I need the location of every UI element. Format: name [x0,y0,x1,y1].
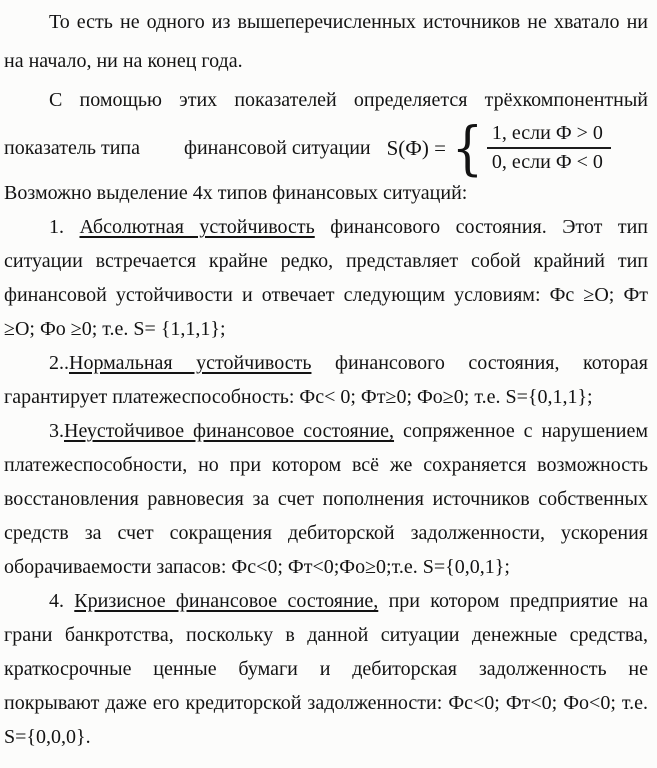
text-line [4,686,648,720]
text-line [4,448,648,482]
text-line [4,278,648,312]
formula-case-bottom: 0, если Ф < 0 [491,151,603,173]
text-line [4,720,648,754]
text-segment: краткосрочные ценные бумаги и дебиторская задолженность не [4,658,648,680]
formula-lhs: S(Ф) = [386,135,446,160]
formula-line [4,114,648,182]
text-line [4,380,648,414]
top-paragraphs [4,3,648,120]
text-line [4,244,648,278]
text-line [4,42,648,81]
body-paragraphs [4,176,648,754]
formula-brace-glyph: { [451,114,484,182]
text-segment: 2.. [49,352,69,374]
text-segment: ≥О; Фо ≥0; т.е. S= {1,1,1}; [4,318,226,340]
text-line [4,652,648,686]
underlined-term: Неустойчивое финансовое состояние, [64,420,395,442]
text-line [4,584,648,618]
text-line [4,618,648,652]
text-segment: оборачиваемости запасов: Фс<0; Фт<0;Фо≥0;т.е. S={0,0,1}; [4,556,510,578]
underlined-term: Абсолютная устойчивость [79,216,315,238]
text-line [4,550,648,584]
text-segment: 4. [49,590,75,612]
text-segment: Возможно выделение 4х типов финансовых ситуаций: [4,182,468,204]
text-line [4,482,648,516]
underlined-term: Нормальная устойчивость [69,352,312,374]
text-segment: финансового состояния, которая [311,352,648,374]
formula-cases [487,120,611,176]
text-segment: финансовой устойчивости и отвечает следующим условиям: Фс ≥О; Фт [4,284,648,306]
text-segment: показатель типа [4,136,140,159]
text-segment: покрывают даже его кредиторской задолженности: Фс<0; Фт<0; Фо<0; т.е. [4,692,648,714]
text-segment: S={0,0,0}. [4,726,91,748]
text-segment: ситуации встречается крайне редко, представляет собой крайний тип [4,250,648,272]
piecewise-formula [386,114,611,182]
text-segment: на начало, ни на конец года. [4,50,243,72]
text-line [4,3,648,42]
text-line [4,81,648,120]
text-segment: при котором предприятие на [378,590,648,612]
text-segment: финансовой ситуации [184,136,371,159]
text-segment: То есть не одного из вышеперечисленных источников не хватало ни [49,11,648,33]
text-line [4,312,648,346]
text-segment: восстановления равновесия за счет пополнения источников собственных [4,488,648,510]
text-line [4,210,648,244]
text-line [4,414,648,448]
text-segment: сопряженное с нарушением [394,420,648,442]
text-line [4,516,648,550]
text-segment: средств за счет сокращения дебиторской задолженности, ускорения [4,522,648,544]
formula-case-top: 1, если Ф > 0 [487,120,611,149]
text-line [4,176,648,210]
text-segment: С помощью этих показателей определяется трёхкомпонентный [49,89,648,111]
text-segment: финансового состояния. Этот тип [314,216,648,238]
text-line [4,346,648,380]
text-segment: 1. [49,216,80,238]
text-segment: 3. [49,420,64,442]
text-segment: гарантирует платежеспособность: Фс< 0; Фт≥0; Фо≥0; т.е. S={0,1,1}; [4,386,593,408]
text-segment: платежеспособности, но при котором всё же сохраняется возможность [4,454,648,476]
underlined-term: Кризисное финансовое состояние, [74,590,379,612]
text-segment: грани банкротства, поскольку в данной ситуации денежные средства, [4,624,648,646]
